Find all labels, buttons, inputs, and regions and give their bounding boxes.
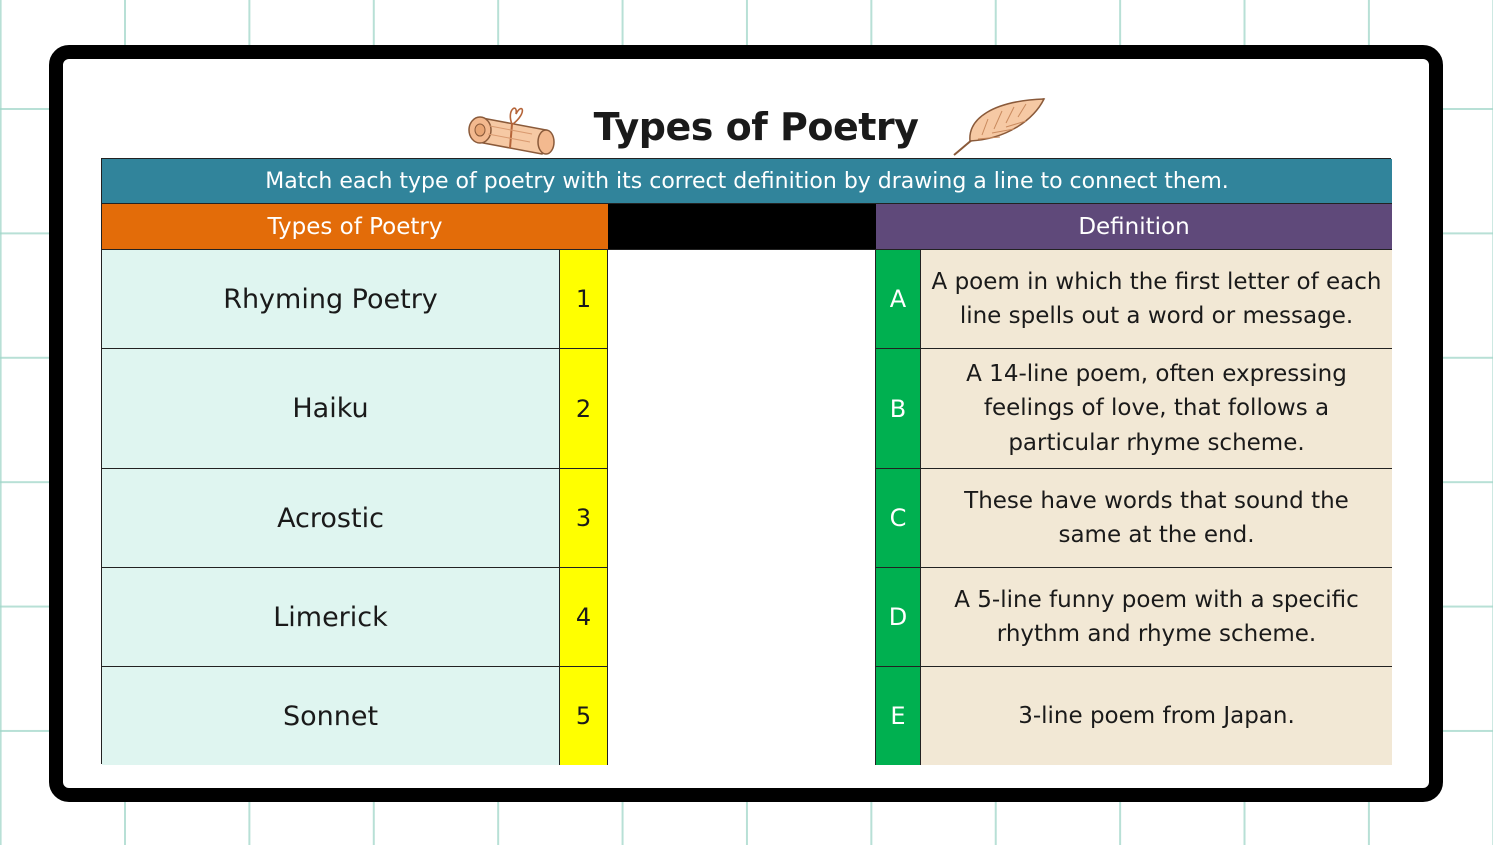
instruction-bar: Match each type of poetry with its correct definition by drawing a line to connect them. [102, 159, 1392, 204]
scroll-icon [466, 96, 564, 158]
poetry-type-sonnet: Sonnet [102, 666, 560, 765]
definition-text-a: A poem in which the first letter of each line spells out a word or message. [921, 249, 1392, 348]
definition-text-c: These have words that sound the same at the end. [921, 468, 1392, 567]
definition-text-e: 3-line poem from Japan. [921, 666, 1392, 765]
definition-header: Definition [876, 204, 1392, 249]
type-number-1[interactable]: 1 [560, 249, 608, 348]
poetry-type-haiku: Haiku [102, 348, 560, 468]
title-row [113, 87, 1403, 167]
poetry-type-limerick: Limerick [102, 567, 560, 666]
type-number-3[interactable]: 3 [560, 468, 608, 567]
type-number-5[interactable]: 5 [560, 666, 608, 765]
definition-letter-c[interactable]: C [876, 468, 921, 567]
definition-text-d: A 5-line funny poem with a specific rhythm and rhyme scheme. [921, 567, 1392, 666]
poetry-type-rhyming: Rhyming Poetry [102, 249, 560, 348]
worksheet-card [49, 45, 1443, 802]
line-drawing-area[interactable] [608, 249, 876, 765]
poetry-type-acrostic: Acrostic [102, 468, 560, 567]
page-title: Types of Poetry [593, 105, 919, 149]
definition-text-b: A 14-line poem, often expressing feelings of love, that follows a particular rhyme scheme. [921, 348, 1392, 468]
type-number-2[interactable]: 2 [560, 348, 608, 468]
definition-letter-d[interactable]: D [876, 567, 921, 666]
definition-letter-b[interactable]: B [876, 348, 921, 468]
type-number-4[interactable]: 4 [560, 567, 608, 666]
feather-quill-icon [948, 95, 1050, 159]
types-header: Types of Poetry [102, 204, 608, 249]
blank-header [608, 204, 876, 249]
matching-table [101, 158, 1391, 764]
definition-letter-e[interactable]: E [876, 666, 921, 765]
definition-letter-a[interactable]: A [876, 249, 921, 348]
